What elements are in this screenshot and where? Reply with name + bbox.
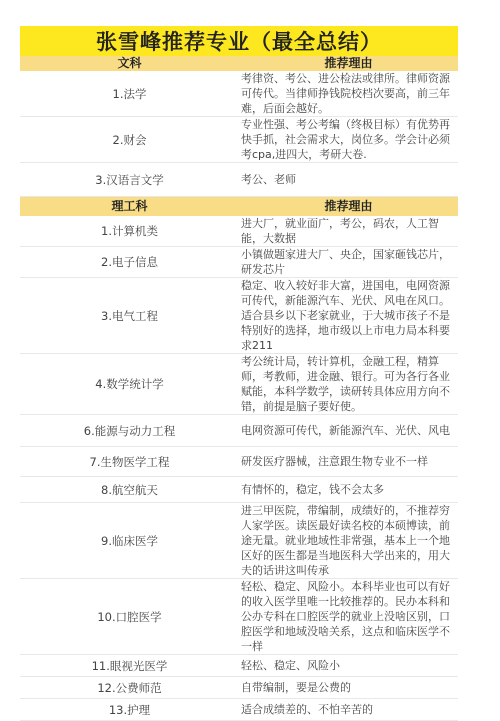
table-row: [20, 415, 458, 447]
table-row: [20, 655, 458, 677]
major-name: 13.护理: [20, 699, 239, 721]
table-row: [20, 503, 458, 579]
major-name: 4.数学统计学: [20, 354, 239, 415]
major-name: 2.财会: [20, 117, 239, 163]
table-row: [20, 71, 458, 117]
table-row: [20, 677, 458, 699]
major-reason: 专业性强、考公考编（终极目标）有优势再快手抓，社会需求大，岗位多。学会计必须考cpa,进四大，考研大卷.: [239, 117, 458, 163]
table-row: [20, 354, 458, 415]
major-name: 6.能源与动力工程: [20, 415, 239, 447]
section-header-liberal-arts: [20, 56, 458, 71]
major-name: 10.口腔医学: [20, 579, 239, 655]
major-name: 8.航空航天: [20, 477, 239, 503]
page-title: 张雪峰推荐专业（最全总结）: [20, 26, 458, 56]
table-row: [20, 117, 458, 163]
major-reason: 进大厂，就业面广，考公，码农，人工智能，大数据: [239, 216, 458, 247]
major-reason: 自带编制，要是公费的: [239, 677, 458, 699]
major-reason: 稳定、收入较好非大富，进国电，电网资源可传代，新能源汽车、光伏、风电在风口。适合县乡以下老家就业，于大城市孩子不是特别好的选择，地市级以上市电力局本科要求211: [239, 278, 458, 354]
table-row: [20, 447, 458, 477]
major-reason: 考律资、考公、进公检法或律所。律师资源可传代。当律师挣钱院校档次要高，前三年难，后面会越好。: [239, 71, 458, 117]
table-row: [20, 477, 458, 503]
table-row: [20, 216, 458, 247]
major-name: 1.计算机类: [20, 216, 239, 247]
major-name: 3.电气工程: [20, 278, 239, 354]
table-row: [20, 699, 458, 721]
table-row: [20, 247, 458, 278]
major-name: 9.临床医学: [20, 503, 239, 579]
major-reason: 考公统计局，转计算机，金融工程，精算师，考教师，进金融、银行。可为各行各业赋能，本科学数学，读研转具体应用方向不错，前提是脑子要好使。: [239, 354, 458, 415]
major-name: 3.汉语言文学: [20, 163, 239, 197]
column-header-major: 理工科: [20, 197, 239, 217]
section-header-science-engineering: [20, 197, 458, 217]
major-reason: 小镇做题家进大厂、央企，国家砸钱芯片，研发芯片: [239, 247, 458, 278]
table-row: [20, 579, 458, 655]
major-name: 2.电子信息: [20, 247, 239, 278]
major-reason: 考公、老师: [239, 163, 458, 197]
table-row: [20, 163, 458, 197]
major-name: 1.法学: [20, 71, 239, 117]
column-header-reason: 推荐理由: [239, 56, 458, 71]
table-row: [20, 278, 458, 354]
major-reason: 研发医疗器械，注意跟生物专业不一样: [239, 447, 458, 477]
major-name: 7.生物医学工程: [20, 447, 239, 477]
major-name: 12.公费师范: [20, 677, 239, 699]
major-reason: 适合成绩差的、不怕辛苦的: [239, 699, 458, 721]
column-header-reason: 推荐理由: [239, 197, 458, 217]
major-reason: 轻松、稳定、风险小。本科毕业也可以有好的收入医学里唯一比较推荐的。民办本科和公办专科在口腔医学的就业上没啥区别，口腔医学和地域没啥关系，这点和临床医学不一样: [239, 579, 458, 655]
major-reason: 轻松、稳定、风险小: [239, 655, 458, 677]
major-name: 11.眼视光医学: [20, 655, 239, 677]
recommendation-table: [20, 56, 458, 721]
column-header-major: 文科: [20, 56, 239, 71]
major-reason: 有情怀的，稳定，钱不会太多: [239, 477, 458, 503]
major-reason: 进三甲医院，带编制，成绩好的，不推荐穷人家学医。读医最好读名校的本硕博读，前途无量。就业地域性非常强，基本上一个地区好的医生都是当地医科大学出来的，用大夫的话讲这叫传承: [239, 503, 458, 579]
major-reason: 电网资源可传代，新能源汽车、光伏、风电: [239, 415, 458, 447]
